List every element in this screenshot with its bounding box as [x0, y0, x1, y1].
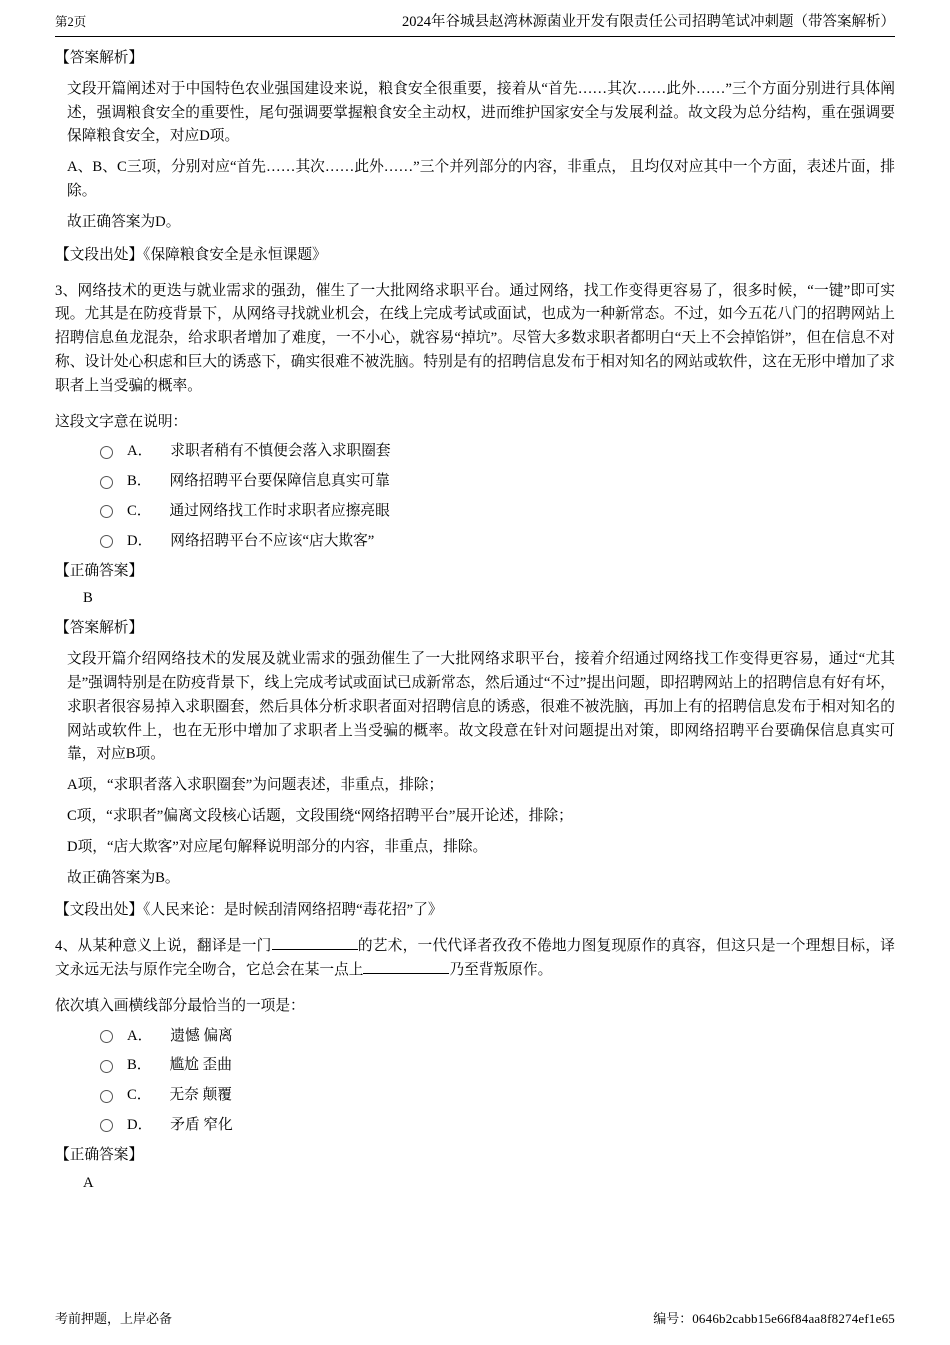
- question-4-prompt: 依次填入画横线部分最恰当的一项是：: [55, 997, 305, 1014]
- option-key: B．: [127, 473, 152, 490]
- option-key: D．: [127, 1117, 153, 1134]
- source-label: 【文段出处】《保障粮食安全是永恒课题》: [55, 246, 327, 263]
- question-4-text-3: 乃至背叛原作。: [449, 962, 553, 978]
- question-4-text-1: 从某种意义上说，翻译是一门: [77, 938, 272, 955]
- option-a[interactable]: [100, 440, 895, 464]
- analysis-paragraph: 文段开篇介绍网络技术的发展及就业需求的强劲催生了一大批网络求职平台，接着介绍通过网络找工作变得更容易，通过“尤其是”强调特别是在防疫背景下，线上完成考试或面试已成新常态，然后通过“不过”提出问题，即招聘网站上的招聘信息有好有坏，求职者很容易掉入求职圈套，然后具体分析求职者面对招聘信息的诱惑，很难不被洗脑，再加上有的招聘信息发布于相对知名的网站或软件上，也在无形中增加了求职者上当受骗的概率。故文段意在针对问题提出对策，即网络招聘平台要确保信息真实可靠，对应B项。: [67, 651, 895, 763]
- radio-icon[interactable]: [100, 1030, 113, 1043]
- fill-blank-2[interactable]: [363, 973, 449, 974]
- correct-answer-value: B: [83, 590, 93, 607]
- radio-icon[interactable]: [100, 476, 113, 489]
- page-footer: [55, 1308, 895, 1327]
- analysis-conclusion: 故正确答案为B。: [67, 869, 180, 886]
- analysis-label: 【答案解析】: [55, 620, 144, 637]
- radio-icon[interactable]: [100, 535, 113, 548]
- option-label: 矛盾 窄化: [170, 1117, 233, 1134]
- radio-icon[interactable]: [100, 1090, 113, 1103]
- option-label: 遗憾 偏离: [170, 1027, 233, 1044]
- option-label: 无奈 颠覆: [169, 1087, 232, 1104]
- option-b[interactable]: [100, 1054, 895, 1078]
- analysis-paragraph: A、B、C三项，分别对应“首先……其次……此外……”三个并列部分的内容，非重点， 且均仅对应其中一个方面，表述片面，排除。: [67, 159, 895, 200]
- correct-answer-label: 【正确答案】: [55, 562, 144, 579]
- question-3: [55, 280, 895, 924]
- source-label: 【文段出处】《人民来论：是时候刮清网络招聘“毒花招”了》: [55, 902, 443, 919]
- option-key: D．: [127, 532, 153, 549]
- header-divider: [55, 36, 895, 37]
- option-key: C．: [127, 503, 152, 519]
- question-4-text-2: 的艺术，一代代译者孜孜不倦地力图复现原作的真容，但这只是一个理想目标，译文永远无法与原作完全吻合，它总会在某一点上: [55, 938, 895, 978]
- option-d[interactable]: [100, 1114, 895, 1138]
- option-b[interactable]: [100, 470, 895, 494]
- question-3-number: 3、: [55, 282, 78, 299]
- footer-slogan: 考前押题，上岸必备: [55, 1311, 173, 1326]
- question-4-stem: [55, 935, 895, 983]
- question-3-prompt: 这段文字意在说明：: [55, 413, 188, 430]
- option-label: 网络招聘平台要保障信息真实可靠: [169, 473, 390, 490]
- option-key: B．: [127, 1057, 152, 1074]
- page-number: 第2页: [55, 15, 87, 29]
- option-key: A．: [127, 1027, 153, 1044]
- analysis-paragraph: C项，“求职者”偏离文段核心话题，文段围绕“网络招聘平台”展开论述，排除；: [67, 807, 573, 824]
- question-4-options: [55, 1025, 895, 1138]
- option-d[interactable]: [100, 530, 895, 554]
- option-label: 求职者稍有不慎便会落入求职圈套: [170, 443, 391, 460]
- analysis-label: 【答案解析】: [55, 50, 144, 66]
- radio-icon[interactable]: [100, 1119, 113, 1132]
- analysis-paragraph: A项，“求职者落入求职圈套”为问题表述，非重点，排除；: [67, 777, 444, 794]
- option-c[interactable]: [100, 1084, 895, 1108]
- fill-blank-1[interactable]: [272, 949, 358, 950]
- option-label: 网络招聘平台不应该“店大欺客”: [170, 532, 375, 549]
- footer-code: [653, 1308, 895, 1327]
- option-key: A．: [127, 443, 153, 460]
- footer-code-value: 0646b2cabb15e66f84aa8f8274ef1e65: [692, 1311, 895, 1326]
- option-key: C．: [127, 1087, 152, 1104]
- radio-icon[interactable]: [100, 505, 113, 518]
- analysis-conclusion: 故正确答案为D。: [67, 213, 181, 230]
- question-3-options: [55, 440, 895, 553]
- document-title: 2024年谷城县赵湾林源菌业开发有限责任公司招聘笔试冲刺题（带答案解析）: [402, 14, 895, 30]
- question-3-stem: [55, 280, 895, 399]
- question-4-number: 4、: [55, 938, 78, 955]
- option-a[interactable]: [100, 1025, 895, 1049]
- option-label: 通过网络找工作时求职者应擦亮眼: [169, 503, 390, 519]
- option-label: 尴尬 歪曲: [169, 1057, 232, 1074]
- radio-icon[interactable]: [100, 1060, 113, 1073]
- analysis-paragraph: D项，“店大欺客”对应尾句解释说明部分的内容，非重点，排除。: [67, 838, 488, 855]
- option-c[interactable]: [100, 500, 895, 524]
- radio-icon[interactable]: [100, 446, 113, 459]
- correct-answer-value: A: [83, 1174, 94, 1191]
- footer-code-label: 编号：: [653, 1311, 693, 1326]
- analysis-paragraph: 文段开篇阐述对于中国特色农业强国建设来说，粮食安全很重要，接着从“首先……其次……此外……”三个方面分别进行具体阐述，强调粮食安全的重要性，尾句强调要掌握粮食安全主动权，进而维护国家安全与发展利益。故文段为总分结构，重在强调要保障粮食安全，对应D项。: [67, 80, 895, 145]
- document-body: [55, 47, 895, 1196]
- page-header: [55, 0, 895, 31]
- question-3-text: 网络技术的更迭与就业需求的强劲，催生了一大批网络求职平台。通过网络，找工作变得更容易了，很多时候，“一键”即可实现。尤其是在防疫背景下，从网络寻找就业机会，在线上完成考试或面试，也成为一种新常态。不过，如今五花八门的招聘网站上招聘信息鱼龙混杂，给求职者增加了难度，一不小心，就容易“掉坑”。尽管大多数求职者都明白“天上不会掉馅饼”，但在信息不对称、设计处心积虑和巨大的诱惑下，确实很难不被洗脑。特别是有的招聘信息发布于相对知名的网站或软件，这在无形中增加了求职者上当受骗的概率。: [55, 282, 895, 394]
- correct-answer-label: 【正确答案】: [55, 1146, 144, 1163]
- question-4: [55, 935, 895, 1195]
